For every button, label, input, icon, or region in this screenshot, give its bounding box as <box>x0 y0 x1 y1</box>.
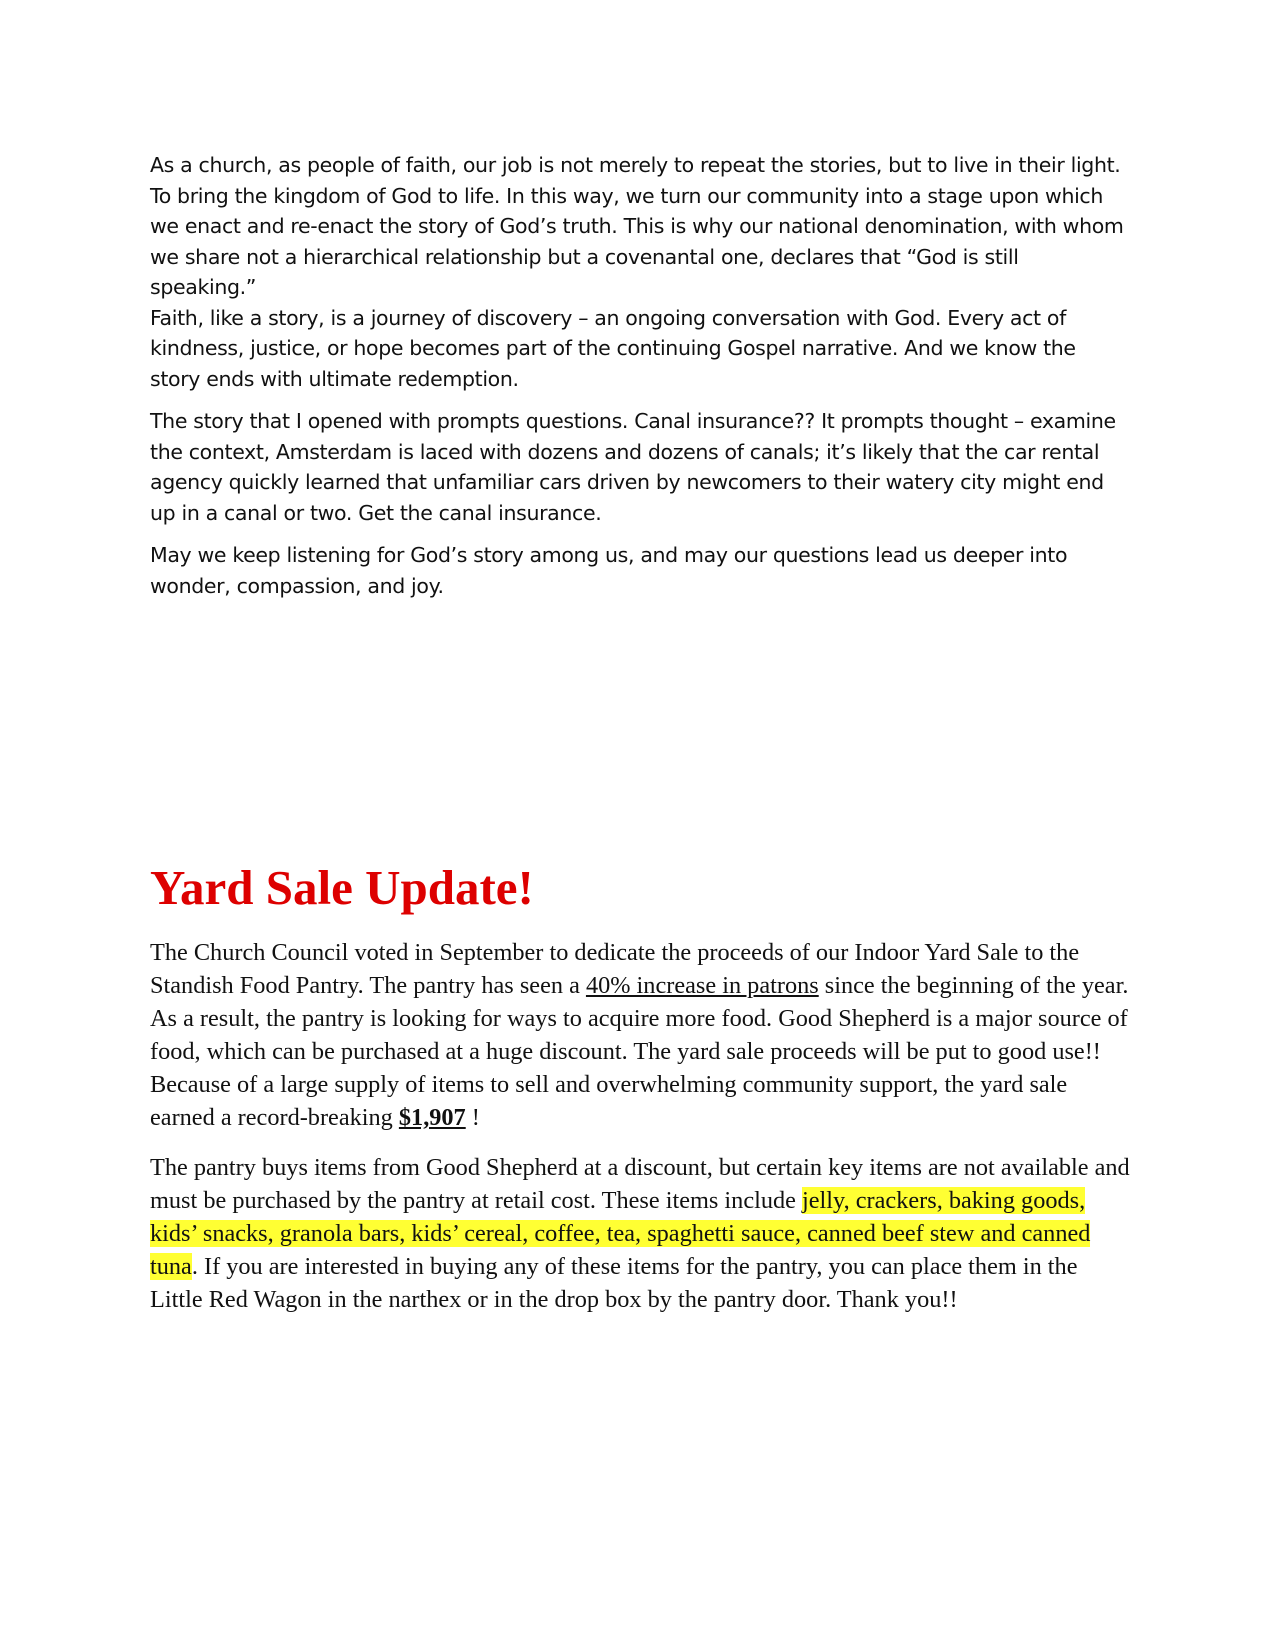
highlighted-item-list: jelly, crackers, baking goods, kids’ snacks, granola bars, kids’ cereal, coffee, tea, spaghetti sauce, canned beef stew and canned tuna <box>150 1187 1091 1280</box>
sermon-paragraph-4: May we keep listening for God’s story among us, and may our questions lead us deeper into wonder, compassion, and joy. <box>150 543 1068 598</box>
yard-sale-text: ! <box>465 1104 480 1131</box>
sermon-paragraph-1: As a church, as people of faith, our job is not merely to repeat the stories, but to live in their light. To bring the kingdom of God to life. In this way, we turn our community into a stage upon which we enact and re-enact the story of God’s truth. This is why our national denomination, with whom we share not a hierarchical relationship but a covenantal one, declares that “God is still speaking.” <box>150 153 1124 299</box>
patron-increase-text: 40% increase in patrons <box>585 972 819 999</box>
sermon-section <box>150 150 1125 613</box>
proceeds-amount: $1,907 <box>398 1104 466 1131</box>
sermon-paragraph-2: Faith, like a story, is a journey of discovery – an ongoing conversation with God. Every act of kindness, justice, or hope becomes part of the continuing Gospel narrative. And we know the story ends with ultimate redemption. <box>150 305 1076 391</box>
pantry-text: The pantry buys items from Good Shepherd at a discount, but certain key items are not available and must be purchased by the pantry at retail cost. These items include <box>150 1154 1130 1214</box>
yard-sale-text: since the beginning of the year. As a result, the pantry is looking for ways to acquire more food. Good Shepherd is a major source of food, which can be purchased at a huge discount. The yard sale proceeds will be put to good use!! Because of a large supply of items to sell and overwhelming community support, the yard sale earned a record-breaking <box>150 972 1129 1131</box>
yard-sale-section <box>150 936 1130 1333</box>
yard-sale-paragraph-2 <box>150 1151 1130 1316</box>
yard-sale-text: The Church Council voted in September to dedicate the proceeds of our Indoor Yard Sale to the Standish Food Pantry. The pantry has seen a <box>150 939 1080 999</box>
yard-sale-heading: Yard Sale Update! <box>150 860 534 915</box>
yard-sale-paragraph-1 <box>150 936 1130 1134</box>
sermon-paragraph-3: The story that I opened with prompts questions. Canal insurance?? It prompts thought – examine the context, Amsterdam is laced with dozens and dozens of canals; it’s likely that the car rental agency quickly learned that unfamiliar cars driven by newcomers to their watery city might end up in a canal or two. Get the canal insurance. <box>150 409 1116 525</box>
pantry-text: . If you are interested in buying any of these items for the pantry, you can place them in the Little Red Wagon in the narthex or in the drop box by the pantry door. Thank you!! <box>150 1253 1078 1313</box>
